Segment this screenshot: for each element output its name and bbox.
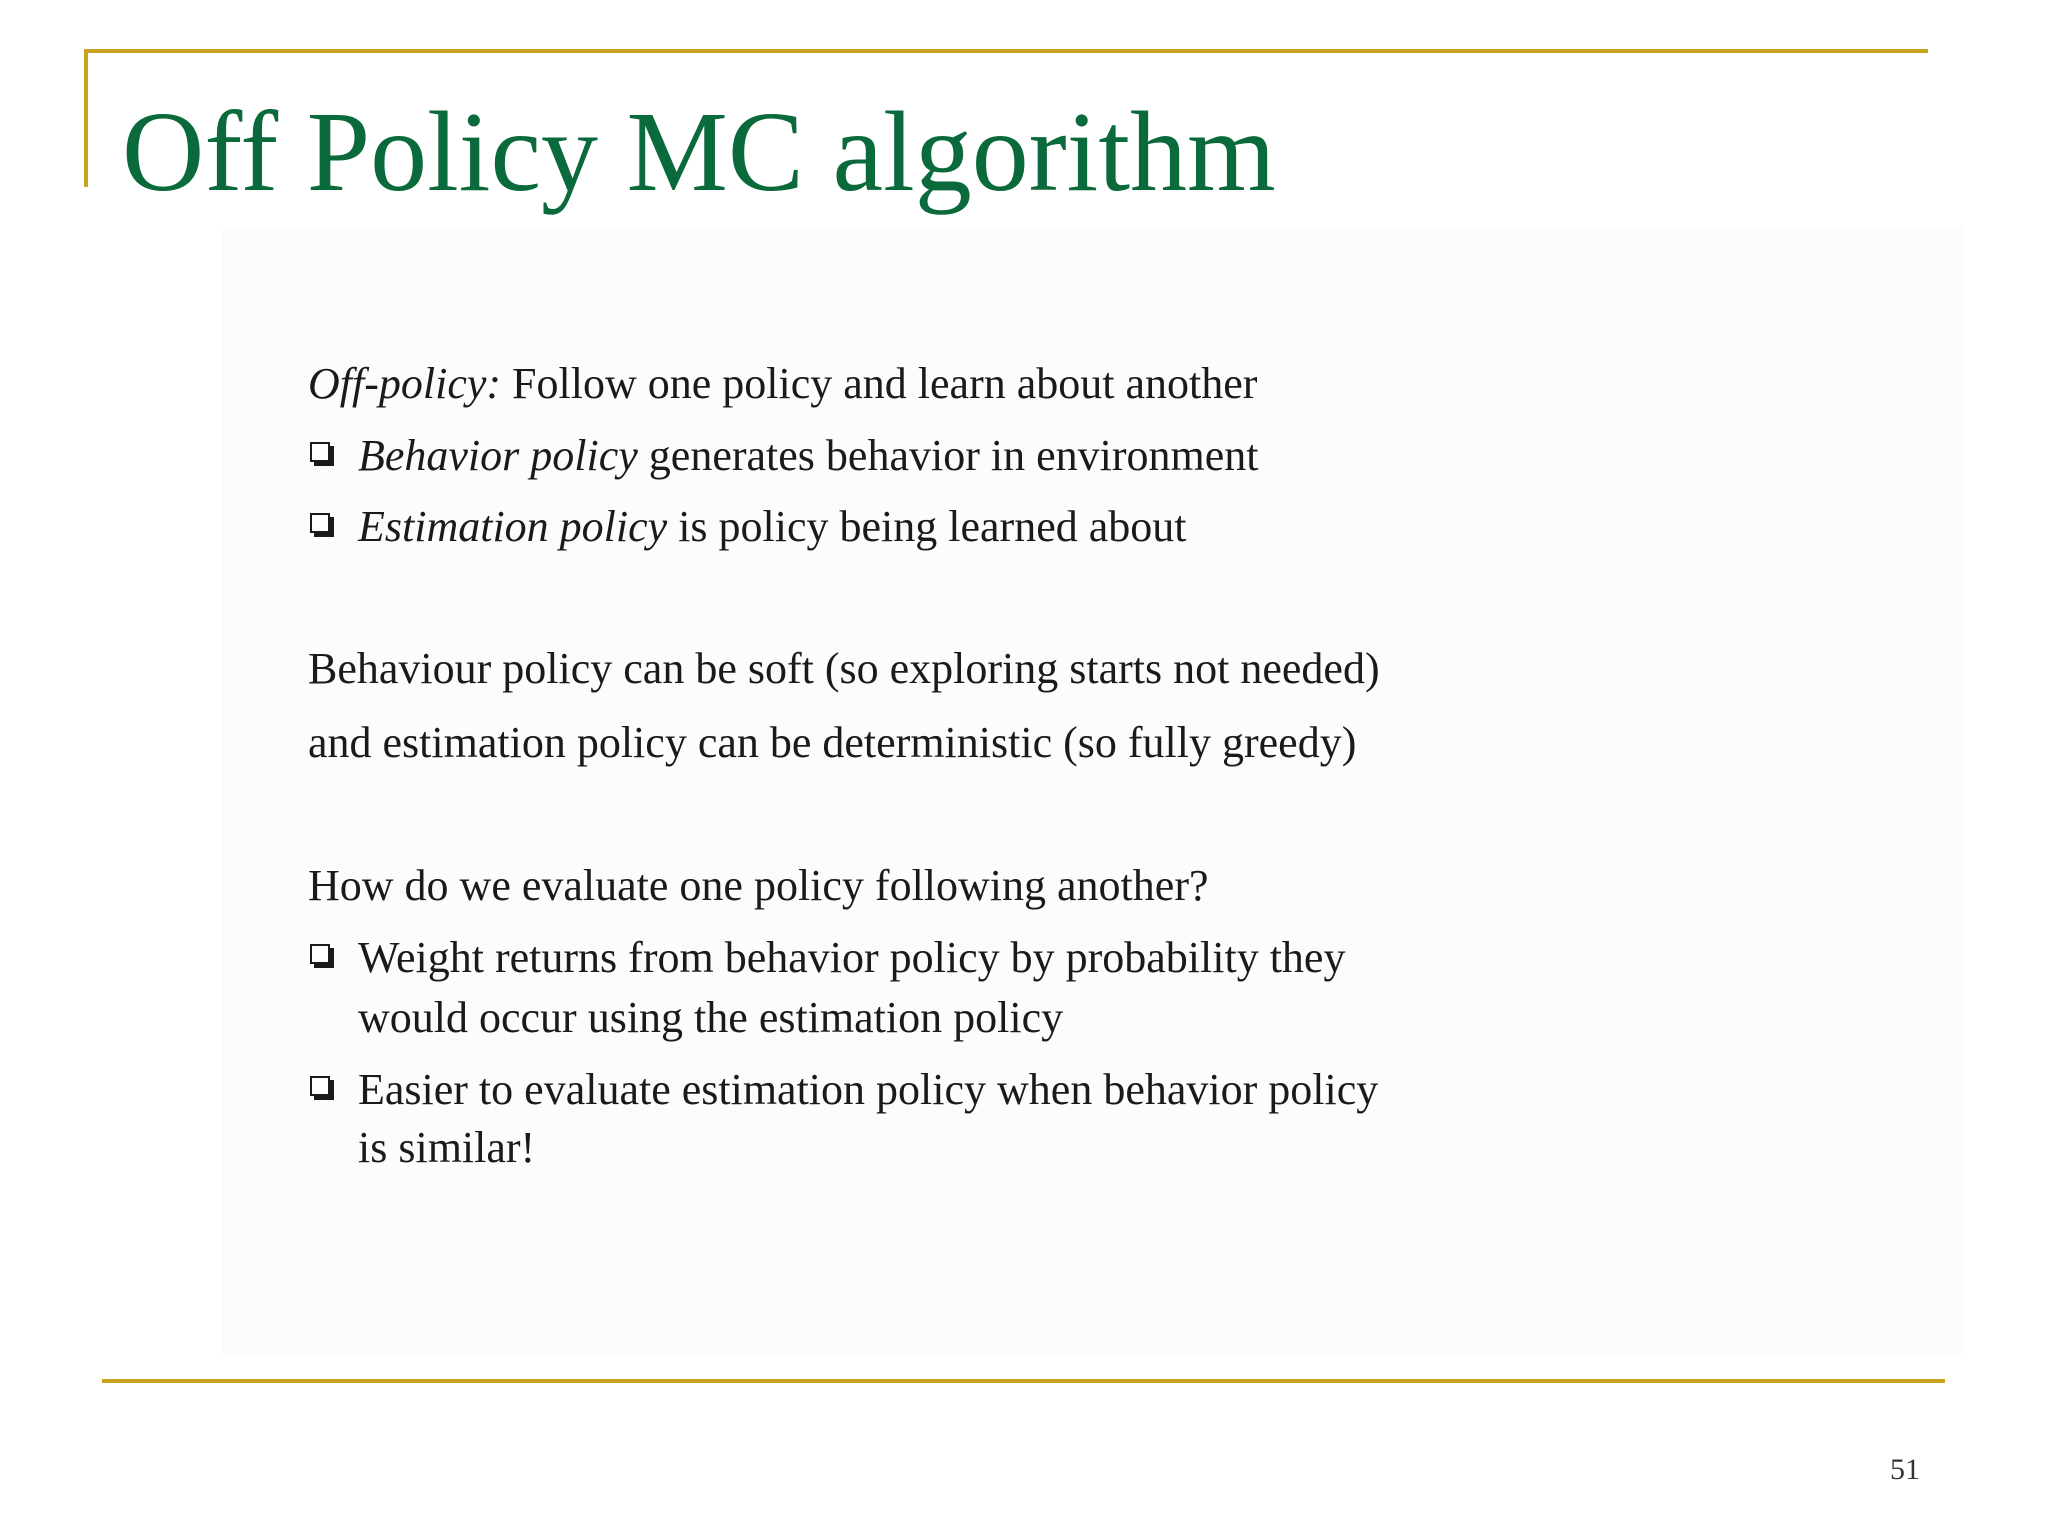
evaluation-question: How do we evaluate one policy following another? [308,861,1209,910]
checkbox-bullet-icon [310,1076,330,1096]
paragraph-line-2: and estimation policy can be deterministic (so fully greedy) [308,718,1357,767]
checkbox-bullet-icon [310,944,330,964]
checkbox-bullet-icon [310,513,330,533]
behavior-policy-term: Behavior policy [358,431,638,480]
behavior-policy-item [358,428,1258,484]
off-policy-definition [308,356,1257,412]
off-policy-term: Off-policy: [308,359,502,408]
slide-title: Off Policy MC algorithm [122,88,1276,215]
answer-1-line-2: would occur using the estimation policy [358,993,1064,1042]
bottom-frame-line [102,1379,1945,1383]
checkbox-bullet-icon [310,442,330,462]
estimation-policy-term: Estimation policy [358,502,668,551]
estimation-policy-text: is policy being learned about [667,502,1187,551]
page-number: 51 [1890,1453,1920,1486]
left-frame-line [84,49,88,187]
answer-1-line-1: Weight returns from behavior policy by probability they [358,933,1346,982]
behavior-policy-text: generates behavior in environment [637,431,1259,480]
answer-2-line-2: is similar! [358,1123,536,1172]
estimation-policy-item [358,499,1187,555]
paragraph-line-1: Behaviour policy can be soft (so exploring starts not needed) [308,644,1380,693]
top-frame-line [84,49,1928,53]
off-policy-text: Follow one policy and learn about another [501,359,1258,408]
answer-2-line-1: Easier to evaluate estimation policy when behavior policy [358,1065,1379,1114]
